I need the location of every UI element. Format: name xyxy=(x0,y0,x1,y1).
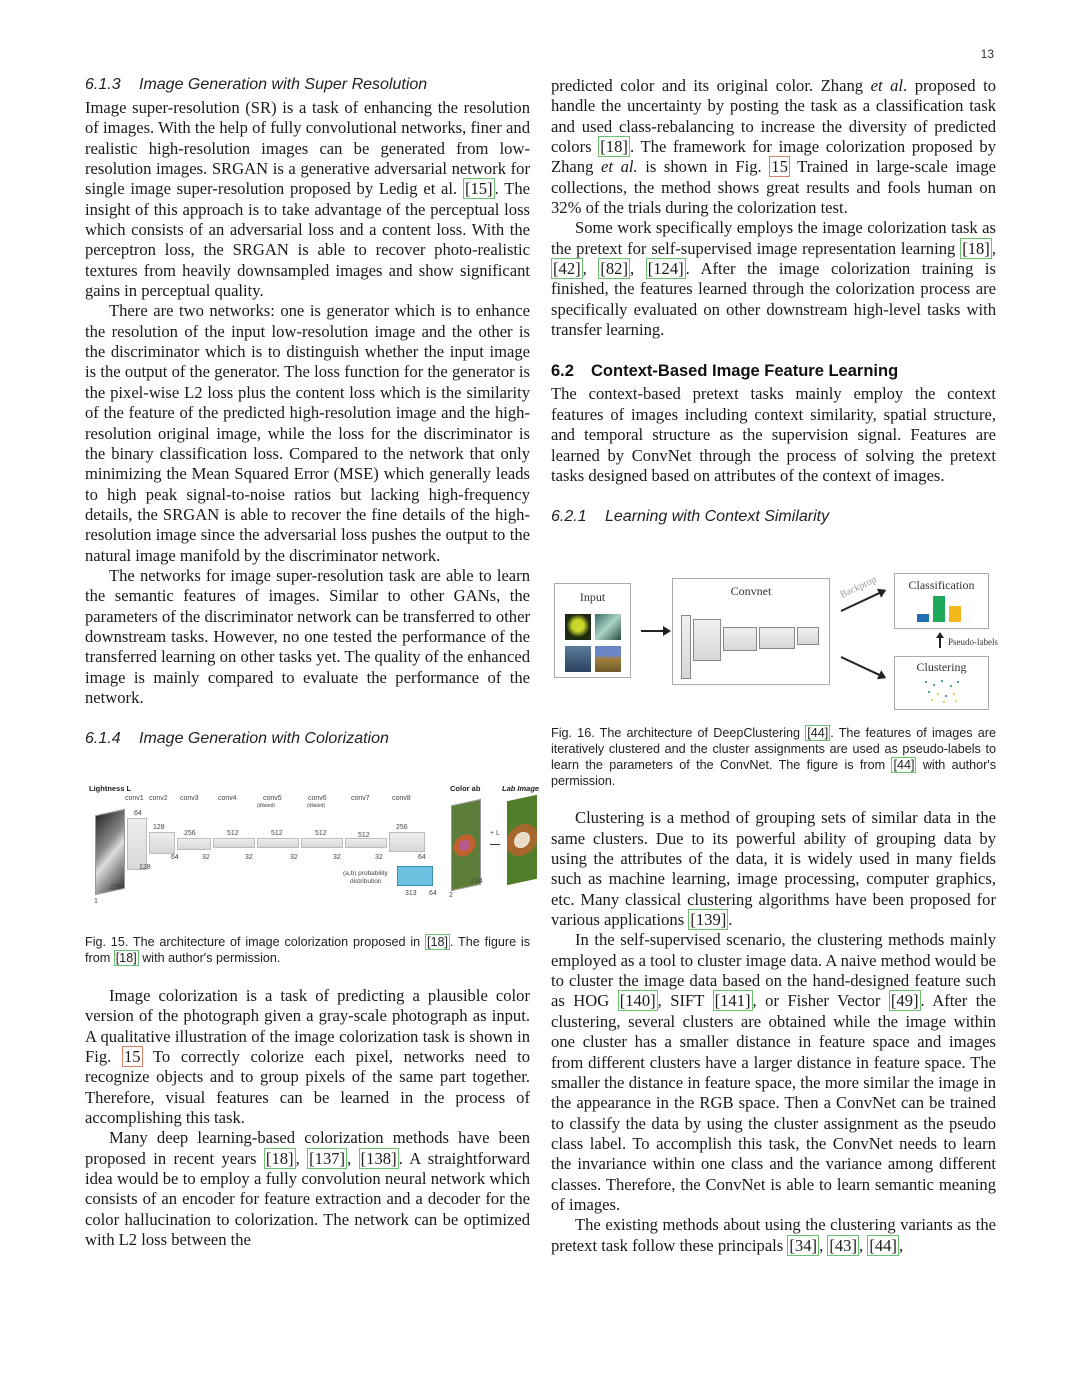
paragraph-colorization-task: Image colorization is a task of predicting a plausible color version of the photograph given a gray-scale photograph as input. A qualitative illustration of the image colorization task is shown in Fig. 15 To correctly colorize each pixel, networks need to recognize objects and to group pixels of the same part together. Therefore, visual features can be learned in the process of accomplishing this task. xyxy=(85,985,531,1127)
section-heading-6-2: 6.2 Context-Based Image Feature Learning xyxy=(551,362,899,381)
bar xyxy=(949,606,961,622)
conv5-block xyxy=(257,838,299,848)
paragraph-two-networks: There are two networks: one is generator which is to enhance the resolution of the input low-resolution image and the other is the discriminator which is to distinguish whether the input image is the output of the generator. The loss function for the generator is the pixel-wise L2 loss plus the content loss which is the similarity of the feature of the predicted high-resolution image and the high-resolution original image, while the loss for the discriminator is the binary classification loss. Compared to the network that only minimizing the Mean Squared Error (MSE) which generally leads to high peak signal-to-noise ratios but lacking high-frequency details, the SRGAN is able to recover the fine details of the high-resolution image since the adversarial loss pushes the output to the natural image manifold by the discriminator network. xyxy=(85,301,530,565)
layer-label: conv6 xyxy=(308,795,327,803)
figure-16-deepclustering xyxy=(551,568,1006,698)
layer-label: conv3 xyxy=(180,795,199,803)
backprop-label: Backprop xyxy=(838,574,879,601)
pseudo-labels-label: Pseudo-labels xyxy=(948,637,998,648)
clustering-label: Clustering xyxy=(916,660,967,675)
arrow-icon xyxy=(490,844,500,845)
citation-link[interactable]: [42] xyxy=(553,259,581,279)
layer-label: conv1 xyxy=(125,795,144,803)
figure-15-colorization-architecture xyxy=(85,780,540,905)
spatial-label: 64 xyxy=(418,854,426,862)
lab-image-label: Lab Image xyxy=(502,784,540,794)
arrow-icon xyxy=(841,656,885,678)
convnet-label: Convnet xyxy=(730,584,772,599)
prob-dim-label: 313 xyxy=(405,890,417,898)
citation-link[interactable]: [18] xyxy=(115,951,137,966)
color-ab-label: Color ab xyxy=(450,784,481,794)
layer-label: conv8 xyxy=(392,795,411,803)
clustering-box xyxy=(894,656,989,710)
classification-box xyxy=(894,573,989,629)
channel-label: 512 xyxy=(358,832,370,840)
channel-label: 256 xyxy=(184,830,196,838)
conv7-block xyxy=(345,838,387,848)
classification-label: Classification xyxy=(908,578,975,593)
layer-label: conv2 xyxy=(149,795,168,803)
spatial-label: 32 xyxy=(375,854,383,862)
citation-link[interactable]: [18] xyxy=(426,935,448,950)
citation-link[interactable]: [15] xyxy=(464,179,493,199)
citation-link[interactable]: [18] xyxy=(600,137,628,157)
grayscale-input-image xyxy=(95,809,125,895)
paragraph-zhang-colorization: predicted color and its original color. Zhang et al. proposed to handle the uncertainty by posting the task as a classification task and used class-rebalancing to increase the diversity of predicted colors [18] . The framework for image colorization proposed by Zhang et al. is shown in Fig. 15 Trained in large-scale image collections, the method shows great results and fools human on 32% of the trials during the colorization test. xyxy=(551,76,997,218)
prob-dim-label: 64 xyxy=(429,890,437,898)
conv2-block xyxy=(149,832,175,854)
conv-layer-block xyxy=(723,627,757,651)
citation-link[interactable]: [139] xyxy=(690,910,727,930)
conv4-block xyxy=(213,838,255,848)
citation-link[interactable]: [82] xyxy=(600,259,629,279)
data-point xyxy=(933,684,935,686)
paragraph-colorization-pretext: Some work specifically employs the image colorization task as the pretext for self-supervised image representation learning [18] , [42] , [82] , [124] . After the image colorization training is finished, the features learned through the colorization process are specifically evaluated on other downstream high-level tasks with transfer learning. xyxy=(551,218,996,340)
bar xyxy=(917,614,929,622)
layer-label: conv7 xyxy=(351,795,370,803)
citation-link[interactable]: [49] xyxy=(890,991,919,1011)
lab-output-image xyxy=(507,795,537,885)
data-point xyxy=(941,680,943,682)
left-column xyxy=(85,74,540,1250)
paragraph-context-based: The context-based pretext tasks mainly employ the context features of images including context similarity, spatial structure, and temporal structure as the supervision signal. Features are learned by ConvNet through the process of solving the pretext tasks designed based on attributes of the context of images. xyxy=(551,384,996,485)
input-thumbnail xyxy=(565,646,591,672)
citation-link[interactable]: [44] xyxy=(869,1235,897,1255)
data-point xyxy=(950,685,952,687)
citation-link[interactable]: [34] xyxy=(789,1235,818,1255)
citation-link[interactable]: [18] xyxy=(962,238,990,258)
citation-link[interactable]: [44] xyxy=(893,757,915,772)
data-point xyxy=(953,693,955,695)
figure-link[interactable]: 15 xyxy=(123,1046,141,1066)
citation-link[interactable]: [140] xyxy=(619,991,656,1011)
probability-distribution-block xyxy=(397,866,433,886)
channel-label: 512 xyxy=(271,830,283,838)
input-thumbnail xyxy=(595,646,621,672)
layer-label: conv4 xyxy=(218,795,237,803)
conv-layer-block xyxy=(759,627,795,649)
section-heading-6-2-1: 6.2.1 Learning with Context Similarity xyxy=(551,508,830,526)
channel-label: 512 xyxy=(315,830,327,838)
data-point xyxy=(945,695,947,697)
channel-label: 128 xyxy=(153,824,165,832)
data-point xyxy=(957,681,959,683)
citation-link[interactable]: [18] xyxy=(265,1148,294,1168)
conv-layer-block xyxy=(797,627,819,645)
conv1-block xyxy=(127,818,147,870)
figure-16-caption: Fig. 16. The architecture of DeepClustering [44] . The features of images are iteratively clustered and the cluster assignments are used as pseudo-labels to learn the parameters of the ConvNet. The figure is from [44] with author's permission. xyxy=(551,726,996,788)
data-point xyxy=(937,693,939,695)
figure-15-caption: Fig. 15. The architecture of image colorization proposed in [18] . The figure is from [18] with author's permission. xyxy=(85,935,530,966)
distribution-label: distribution xyxy=(350,878,382,886)
output-size-label: 224 xyxy=(471,878,483,886)
paragraph-super-resolution: Image super-resolution (SR) is a task of enhancing the resolution of images. With the help of fully convolutional networks, finer and realistic high-resolution images can be generated from low-resolution images. SRGAN is a generative adversarial network for single image super-resolution proposed by Ledig et al. [15] . The insight of this approach is to take advantage of the perceptual loss which consists of an adversarial loss and a content loss. With the perceptron loss, the SRGAN is able to recover photo-realistic textures from heavily downsampled images and show significant gains in perceptual quality. xyxy=(85,98,530,301)
input-size-label: 256 xyxy=(110,884,122,892)
citation-link[interactable]: [124] xyxy=(647,259,684,279)
section-heading-6-1-4: 6.1.4 Image Generation with Colorization xyxy=(85,730,389,748)
data-point xyxy=(925,681,927,683)
figure-link[interactable]: 15 xyxy=(771,157,788,177)
data-point xyxy=(931,699,933,701)
conv-layer-block xyxy=(693,619,721,661)
conv-layer-block xyxy=(681,615,691,679)
bar-chart xyxy=(917,594,967,622)
citation-link[interactable]: [44] xyxy=(807,726,829,741)
channel-label: 512 xyxy=(227,830,239,838)
spatial-label: 64 xyxy=(171,854,179,862)
paragraph-sr-features: The networks for image super-resolution task are able to learn the semantic features of images. Similar to other GANs, the parameters of the discriminator network can be transferred to other downstream tasks. However, no one tested the performance of the transferred learning on other tasks yet. The quality of the enhanced image is mainly compared to evaluate the performance of the network. xyxy=(85,565,530,707)
citation-link[interactable]: [141] xyxy=(714,991,751,1011)
probability-label: (a,b) probability xyxy=(343,870,388,878)
paragraph-clustering-method: Clustering is a method of grouping sets of similar data in the same clusters. Due to its powerful ability of grouping data by using the attributes of the data, it is widely used in many fields such as machine learning, image processing, computer graphics, etc. Many classical clustering algorithms have been proposed for various applications [139] . xyxy=(551,808,996,930)
input-box xyxy=(554,583,631,678)
conv8-block xyxy=(389,832,425,852)
data-point xyxy=(955,700,957,702)
output-channel-label: 2 xyxy=(449,892,453,900)
citation-link[interactable]: [138] xyxy=(360,1148,397,1168)
section-heading-6-1-3: 6.1.3 Image Generation with Super Resolution xyxy=(85,76,428,93)
spatial-label: 32 xyxy=(290,854,298,862)
layer-label: conv5 xyxy=(263,795,282,803)
dilated-label: (dilated) xyxy=(307,803,326,810)
spatial-label: 32 xyxy=(333,854,341,862)
spatial-label: 32 xyxy=(245,854,253,862)
plus-l-label: + L xyxy=(490,830,500,838)
right-column xyxy=(551,74,996,1256)
input-thumbnail xyxy=(565,614,591,640)
conv6-block xyxy=(301,838,343,848)
channel-label: 64 xyxy=(134,810,142,818)
input-thumbnail xyxy=(595,614,621,640)
conv3-block xyxy=(177,838,211,850)
page-number: 13 xyxy=(980,47,994,61)
data-point xyxy=(928,691,930,693)
citation-link[interactable]: [43] xyxy=(829,1235,858,1255)
data-point xyxy=(943,701,945,703)
lightness-label: Lightness L xyxy=(89,784,132,794)
bar xyxy=(933,596,945,622)
input-label: Input xyxy=(579,590,606,605)
spatial-label: 128 xyxy=(139,864,151,872)
paragraph-self-supervised-clustering: In the self-supervised scenario, the clustering methods mainly employed as a tool to cluster image data. A naive method would be to cluster the image data based on the hand-designed feature such as HOG [140] , SIFT [141] , or Fisher Vector [49] . After the clustering, several clusters are obtained while the image within one cluster has a smaller distance in feature space and images from different clusters have a larger distance in feature space. The smaller the distance in feature space, the more similar the image in the appearance in the RGB space. Then a ConvNet can be trained to classify the data by using the cluster assignment as the pseudo class label. To accomplish this task, the ConvNet needs to learn the invariance within one class and the variance among different classes. Therefore, the ConvNet is able to learn semantic meaning of images. xyxy=(551,930,997,1214)
paragraph-clustering-variants: The existing methods about using the clustering variants as the pretext task follow these principals [34] , [43] , [44] , xyxy=(551,1215,996,1255)
dilated-label: (dilated) xyxy=(257,803,276,810)
spatial-label: 32 xyxy=(202,854,210,862)
paragraph-colorization-methods: Many deep learning-based colorization methods have been proposed in recent years [18] , [137] , [138] . A straightforward idea would be to employ a fully convolution neural network which consists of an encoder for feature extraction and a decoder for the color hallucination to colorization. The network can be optimized with L2 loss between the xyxy=(85,1128,531,1250)
convnet-box xyxy=(672,578,830,685)
arrow-up-head-icon xyxy=(936,632,944,638)
input-channel-label: 1 xyxy=(94,898,98,906)
channel-label: 256 xyxy=(396,824,408,832)
arrow-icon xyxy=(641,630,669,632)
citation-link[interactable]: [137] xyxy=(309,1148,346,1168)
